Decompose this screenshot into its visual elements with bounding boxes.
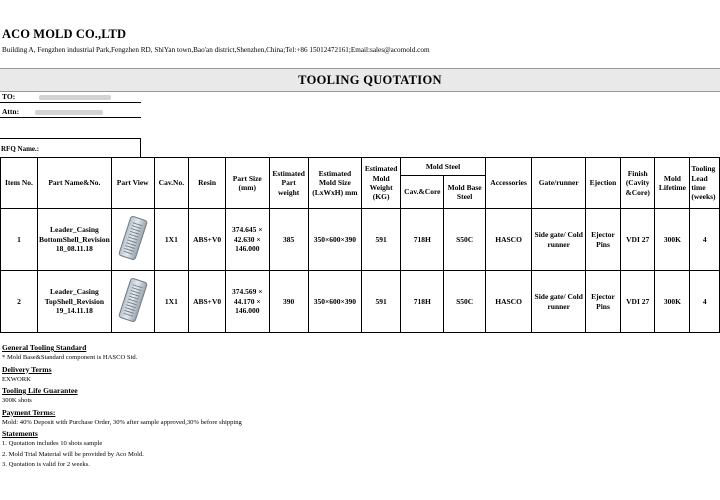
cell-part-size: 374.569 × 44.170 × 146.000 bbox=[225, 271, 269, 333]
header-mold-lifetime: Mold Lifetime bbox=[655, 158, 690, 209]
company-address: Building A, Fengzhen industrial Park,Fengzhen RD, ShiYan town,Bao'an district,Shenzhen,China;Tel:+86 15012472161;Email:sales@acomold.com bbox=[2, 46, 430, 54]
statements-heading: Statements bbox=[2, 429, 38, 438]
attn-underline bbox=[0, 117, 141, 118]
attn-field bbox=[2, 107, 103, 116]
cell-ejection: Ejector Pins bbox=[586, 209, 621, 271]
table-row bbox=[1, 209, 720, 271]
table-row bbox=[1, 271, 720, 333]
header-lead-time: Tooling Lead time (weeks) bbox=[690, 158, 720, 209]
cell-cav-no: 1X1 bbox=[154, 209, 189, 271]
part-photo-icon bbox=[116, 215, 150, 261]
cell-est-mold-weight: 591 bbox=[362, 209, 401, 271]
cell-mold-base-steel: S50C bbox=[444, 271, 485, 333]
cell-mold-lifetime: 300K bbox=[655, 271, 690, 333]
part-photo-icon bbox=[116, 277, 150, 323]
to-underline bbox=[0, 102, 141, 103]
header-resin: Resin bbox=[189, 158, 226, 209]
cell-lead-time: 4 bbox=[690, 271, 720, 333]
cell-item-no: 1 bbox=[1, 209, 38, 271]
cell-part-view bbox=[111, 209, 154, 271]
header-part-size: Part Size (mm) bbox=[225, 158, 269, 209]
header-cav-no: Cav.No. bbox=[154, 158, 189, 209]
cell-part-name: Leader_Casing TopShell_Revision 19_14.11.18 bbox=[37, 271, 111, 333]
cell-est-part-weight: 390 bbox=[269, 271, 308, 333]
cell-lead-time: 4 bbox=[690, 209, 720, 271]
header-est-part-weight: Estimated Part weight bbox=[269, 158, 308, 209]
header-accessories: Accessories bbox=[485, 158, 532, 209]
cell-cav-core: 718H bbox=[401, 271, 444, 333]
cell-gate-runner: Side gate/ Cold runner bbox=[532, 271, 586, 333]
rfq-label: RFQ Name.: bbox=[1, 145, 40, 153]
header-item-no: Item No. bbox=[1, 158, 38, 209]
cell-ejection: Ejector Pins bbox=[586, 271, 621, 333]
header-est-mold-size: Estimated Mold Size (LxWxH) mm bbox=[308, 158, 361, 209]
to-field bbox=[2, 92, 111, 101]
header-gate-runner: Gate/runner bbox=[532, 158, 586, 209]
payment-heading: Payment Terms: bbox=[2, 407, 56, 417]
cell-est-mold-size: 350×600×390 bbox=[308, 271, 361, 333]
cell-item-no: 2 bbox=[1, 271, 38, 333]
header-mold-base-steel: Mold Base Steel bbox=[444, 176, 485, 209]
header-ejection: Ejection bbox=[586, 158, 621, 209]
life-heading: Tooling Life Guarantee bbox=[2, 386, 78, 395]
cell-cav-core: 718H bbox=[401, 209, 444, 271]
cell-est-mold-size: 350×600×390 bbox=[308, 209, 361, 271]
cell-part-name: Leader_Casing BottomShell_Revision 18_08.11.18 bbox=[37, 209, 111, 271]
cell-gate-runner: Side gate/ Cold runner bbox=[532, 209, 586, 271]
cell-finish: VDI 27 bbox=[620, 209, 654, 271]
cell-cav-no: 1X1 bbox=[154, 271, 189, 333]
statement-item: 2. Mold Trial Material will be provided by Aco Mold. bbox=[2, 450, 144, 458]
cell-resin: ABS+V0 bbox=[189, 271, 226, 333]
header-finish: Finish (Cavity &Core) bbox=[620, 158, 654, 209]
statement-item: 1. Quotation includes 10 shots sample bbox=[2, 440, 103, 447]
to-label: TO: bbox=[2, 92, 16, 101]
header-part-view: Part View bbox=[111, 158, 154, 209]
redacted-contact bbox=[35, 110, 103, 115]
statement-item: 3. Quotation is valid for 2 weeks. bbox=[2, 461, 90, 468]
terms-section bbox=[2, 343, 702, 471]
header-cav-core: Cav.&Core bbox=[401, 176, 444, 209]
standard-heading: General Tooling Standard bbox=[2, 343, 87, 352]
attn-label: Attn: bbox=[2, 107, 20, 116]
header-part-name: Part Name&No. bbox=[37, 158, 111, 209]
cell-mold-base-steel: S50C bbox=[444, 209, 485, 271]
header-mold-steel: Mold Steel bbox=[401, 158, 486, 176]
cell-part-view bbox=[111, 271, 154, 333]
quotation-table bbox=[0, 157, 720, 333]
standard-text: * Mold Base&Standard component is HASCO Std. bbox=[2, 354, 138, 361]
life-text: 300K shots bbox=[2, 397, 32, 404]
header-est-mold-weight: Estimated Mold Weight (KG) bbox=[362, 158, 401, 209]
redacted-recipient bbox=[39, 95, 111, 100]
document-title: TOOLING QUOTATION bbox=[298, 72, 442, 87]
payment-text: Mold: 40% Deposit with Purchase Order, 30% after sample approved,30% before shipping bbox=[2, 418, 242, 426]
delivery-heading: Delivery Terms bbox=[2, 364, 52, 374]
delivery-text: EXWORK bbox=[2, 375, 31, 383]
cell-accessories: HASCO bbox=[485, 271, 532, 333]
company-name: ACO MOLD CO.,LTD bbox=[2, 27, 127, 41]
cell-est-part-weight: 385 bbox=[269, 209, 308, 271]
cell-part-size: 374.645 × 42.630 × 146.000 bbox=[225, 209, 269, 271]
cell-est-mold-weight: 591 bbox=[362, 271, 401, 333]
cell-accessories: HASCO bbox=[485, 209, 532, 271]
cell-resin: ABS+V0 bbox=[189, 209, 226, 271]
title-bar bbox=[0, 68, 720, 92]
cell-mold-lifetime: 300K bbox=[655, 209, 690, 271]
rfq-name-field bbox=[0, 138, 141, 157]
cell-finish: VDI 27 bbox=[620, 271, 654, 333]
